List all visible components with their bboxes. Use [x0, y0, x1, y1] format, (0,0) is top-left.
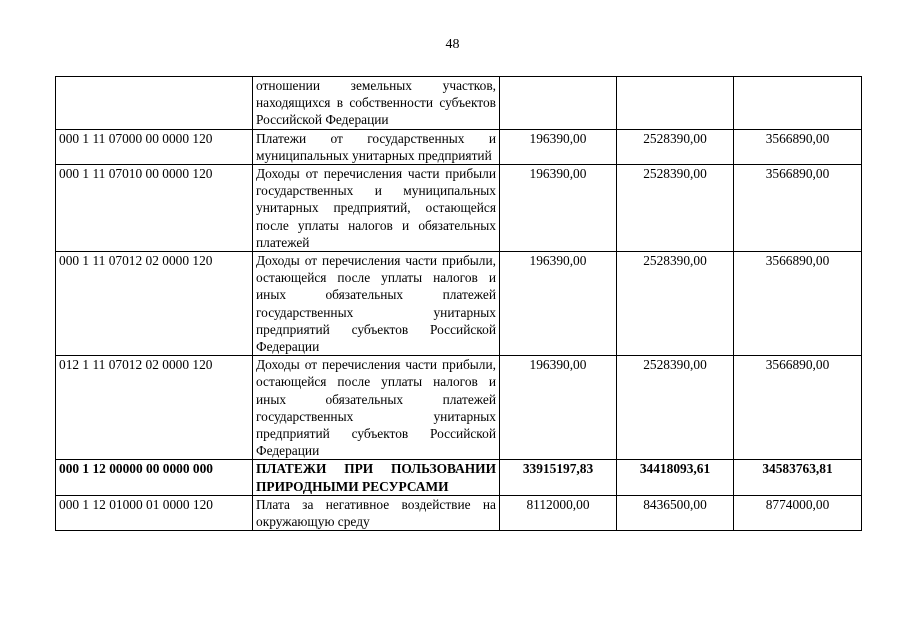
table-row	[56, 165, 862, 252]
amount-2026-cell: 3566890,00	[734, 129, 862, 164]
revenue-name-cell: Доходы от перечисления части прибыли государственных и муниципальных унитарных предприятий, остающейся после уплаты налогов и обязательных платежей	[253, 165, 500, 252]
revenue-name-cell: Платежи от государственных и муниципальных унитарных предприятий	[253, 129, 500, 164]
amount-2026-cell: 3566890,00	[734, 356, 862, 460]
amount-2026-cell: 8774000,00	[734, 495, 862, 530]
revenue-name-cell: Доходы от перечисления части прибыли, остающейся после уплаты налогов и иных обязательных платежей государственных унитарных предприятий субъектов Российской Федерации	[253, 252, 500, 356]
amount-2026-cell: 34583763,81	[734, 460, 862, 495]
budget-code-cell: 000 1 11 07010 00 0000 120	[56, 165, 253, 252]
amount-2025-cell: 34418093,61	[617, 460, 734, 495]
amount-2024-cell: 196390,00	[500, 252, 617, 356]
table-row	[56, 356, 862, 460]
amount-2024-cell	[500, 77, 617, 130]
amount-2025-cell: 8436500,00	[617, 495, 734, 530]
amount-2026-cell: 3566890,00	[734, 252, 862, 356]
revenue-name-cell: отношении земельных участков, находящихся в собственности субъектов Российской Федерации	[253, 77, 500, 130]
amount-2024-cell: 8112000,00	[500, 495, 617, 530]
revenue-name-cell: Доходы от перечисления части прибыли, остающейся после уплаты налогов и иных обязательных платежей государственных унитарных предприятий субъектов Российской Федерации	[253, 356, 500, 460]
amount-2025-cell	[617, 77, 734, 130]
amount-2024-cell: 196390,00	[500, 129, 617, 164]
table-row	[56, 77, 862, 130]
amount-2025-cell: 2528390,00	[617, 129, 734, 164]
revenue-name-cell: Плата за негативное воздействие на окружающую среду	[253, 495, 500, 530]
budget-code-cell: 000 1 12 00000 00 0000 000	[56, 460, 253, 495]
budget-code-cell	[56, 77, 253, 130]
budget-code-cell: 000 1 11 07000 00 0000 120	[56, 129, 253, 164]
amount-2026-cell: 3566890,00	[734, 165, 862, 252]
table-row	[56, 495, 862, 530]
table-row	[56, 252, 862, 356]
revenue-table	[55, 76, 862, 531]
budget-code-cell: 000 1 12 01000 01 0000 120	[56, 495, 253, 530]
amount-2025-cell: 2528390,00	[617, 252, 734, 356]
table-row	[56, 129, 862, 164]
budget-code-cell: 000 1 11 07012 02 0000 120	[56, 252, 253, 356]
amount-2025-cell: 2528390,00	[617, 356, 734, 460]
budget-code-cell: 012 1 11 07012 02 0000 120	[56, 356, 253, 460]
amount-2024-cell: 196390,00	[500, 165, 617, 252]
amount-2024-cell: 196390,00	[500, 356, 617, 460]
table-row-section-total	[56, 460, 862, 495]
amount-2026-cell	[734, 77, 862, 130]
amount-2025-cell: 2528390,00	[617, 165, 734, 252]
page-number: 48	[445, 37, 460, 52]
revenue-name-cell: ПЛАТЕЖИ ПРИ ПОЛЬЗОВАНИИ ПРИРОДНЫМИ РЕСУРСАМИ	[253, 460, 500, 495]
amount-2024-cell: 33915197,83	[500, 460, 617, 495]
